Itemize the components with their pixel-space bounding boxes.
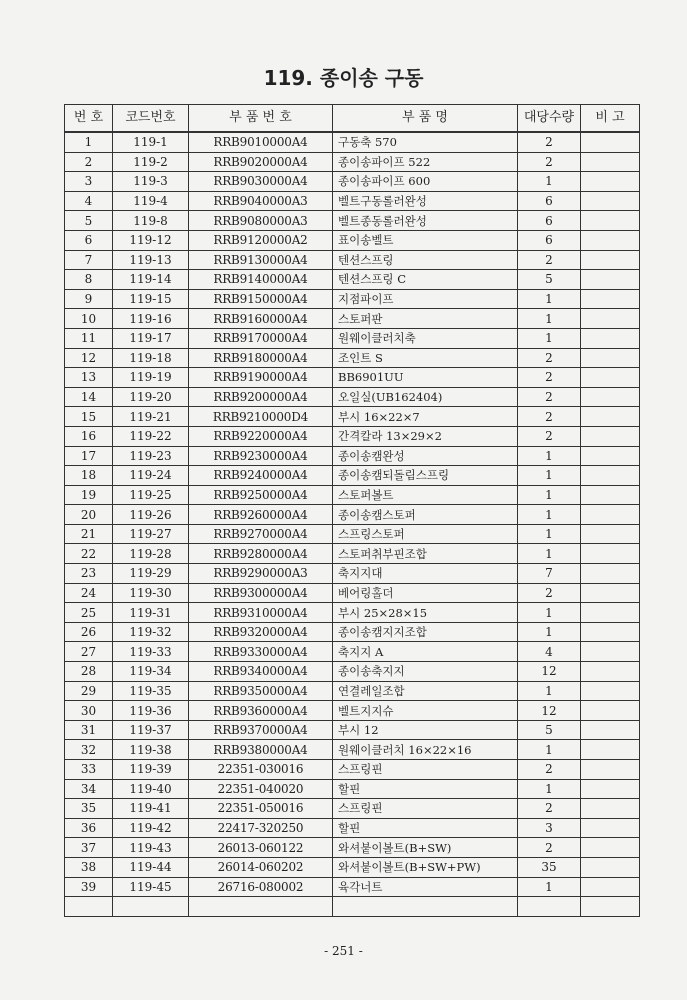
- code-number-cell: 119-12: [113, 230, 189, 250]
- note-cell: [581, 309, 640, 329]
- part-number-cell: [189, 897, 333, 917]
- row-number-cell: 11: [65, 328, 113, 348]
- row-number-cell: 38: [65, 857, 113, 877]
- note-cell: [581, 818, 640, 838]
- code-number-cell: 119-19: [113, 368, 189, 388]
- note-cell: [581, 211, 640, 231]
- note-cell: [581, 799, 640, 819]
- code-number-cell: 119-14: [113, 270, 189, 290]
- code-number-cell: 119-13: [113, 250, 189, 270]
- row-number-cell: 4: [65, 191, 113, 211]
- table-row: [65, 387, 640, 407]
- code-number-cell: 119-30: [113, 583, 189, 603]
- table-row: [65, 524, 640, 544]
- row-number-cell: 27: [65, 642, 113, 662]
- quantity-cell: 1: [518, 289, 581, 309]
- table-row: [65, 485, 640, 505]
- quantity-cell: 5: [518, 270, 581, 290]
- quantity-cell: 3: [518, 818, 581, 838]
- part-number-cell: RRB9080000A3: [189, 211, 333, 231]
- note-cell: [581, 348, 640, 368]
- quantity-cell: 2: [518, 426, 581, 446]
- row-number-cell: 2: [65, 152, 113, 172]
- note-cell: [581, 760, 640, 780]
- note-cell: [581, 642, 640, 662]
- quantity-cell: 1: [518, 877, 581, 897]
- code-number-cell: 119-35: [113, 681, 189, 701]
- note-cell: [581, 132, 640, 152]
- row-number-cell: 10: [65, 309, 113, 329]
- note-cell: [581, 897, 640, 917]
- table-row: [65, 309, 640, 329]
- table-row: [65, 289, 640, 309]
- table-header-row: [65, 105, 640, 133]
- note-cell: [581, 172, 640, 192]
- part-number-cell: RRB9290000A3: [189, 564, 333, 584]
- part-number-cell: RRB9330000A4: [189, 642, 333, 662]
- part-number-cell: 26014-060202: [189, 857, 333, 877]
- part-number-cell: RRB9220000A4: [189, 426, 333, 446]
- note-cell: [581, 407, 640, 427]
- quantity-cell: 2: [518, 799, 581, 819]
- code-number-cell: 119-21: [113, 407, 189, 427]
- note-cell: [581, 564, 640, 584]
- code-number-cell: 119-2: [113, 152, 189, 172]
- quantity-cell: 7: [518, 564, 581, 584]
- table-row: [65, 191, 640, 211]
- part-number-cell: RRB9010000A4: [189, 132, 333, 152]
- part-name-cell: 부시 25×28×15: [333, 603, 518, 623]
- code-number-cell: [113, 897, 189, 917]
- part-number-cell: RRB9030000A4: [189, 172, 333, 192]
- quantity-cell: 2: [518, 387, 581, 407]
- quantity-cell: 1: [518, 466, 581, 486]
- code-number-cell: 119-15: [113, 289, 189, 309]
- part-name-cell: 종이송축지지: [333, 662, 518, 682]
- table-row: [65, 740, 640, 760]
- table-row: [65, 230, 640, 250]
- code-number-cell: 119-20: [113, 387, 189, 407]
- part-name-cell: 축지지대: [333, 564, 518, 584]
- table-row: [65, 642, 640, 662]
- quantity-cell: 1: [518, 309, 581, 329]
- quantity-cell: 1: [518, 622, 581, 642]
- table-row: [65, 328, 640, 348]
- quantity-cell: 2: [518, 348, 581, 368]
- code-number-cell: 119-27: [113, 524, 189, 544]
- quantity-cell: 6: [518, 191, 581, 211]
- quantity-cell: 2: [518, 132, 581, 152]
- row-number-cell: 21: [65, 524, 113, 544]
- header-part-number: 부 품 번 호: [189, 105, 333, 133]
- code-number-cell: 119-16: [113, 309, 189, 329]
- code-number-cell: 119-22: [113, 426, 189, 446]
- part-number-cell: RRB9350000A4: [189, 681, 333, 701]
- note-cell: [581, 485, 640, 505]
- part-name-cell: 스프링핀: [333, 799, 518, 819]
- part-number-cell: RRB9160000A4: [189, 309, 333, 329]
- row-number-cell: 35: [65, 799, 113, 819]
- part-name-cell: 종이송캠지지조합: [333, 622, 518, 642]
- note-cell: [581, 877, 640, 897]
- note-cell: [581, 603, 640, 623]
- part-name-cell: 벨트구동롤러완성: [333, 191, 518, 211]
- part-number-cell: 22351-040020: [189, 779, 333, 799]
- part-name-cell: 간격칼라 13×29×2: [333, 426, 518, 446]
- note-cell: [581, 446, 640, 466]
- quantity-cell: 2: [518, 152, 581, 172]
- code-number-cell: 119-33: [113, 642, 189, 662]
- note-cell: [581, 622, 640, 642]
- part-number-cell: RRB9170000A4: [189, 328, 333, 348]
- table-row: [65, 211, 640, 231]
- part-name-cell: 할핀: [333, 818, 518, 838]
- part-name-cell: BB6901UU: [333, 368, 518, 388]
- note-cell: [581, 583, 640, 603]
- row-number-cell: 36: [65, 818, 113, 838]
- part-number-cell: RRB9020000A4: [189, 152, 333, 172]
- part-number-cell: RRB9140000A4: [189, 270, 333, 290]
- note-cell: [581, 720, 640, 740]
- note-cell: [581, 857, 640, 877]
- header-quantity: 대당수량: [518, 105, 581, 133]
- quantity-cell: 1: [518, 681, 581, 701]
- table-row: [65, 132, 640, 152]
- row-number-cell: 18: [65, 466, 113, 486]
- note-cell: [581, 250, 640, 270]
- code-number-cell: 119-23: [113, 446, 189, 466]
- part-name-cell: 종이송파이프 522: [333, 152, 518, 172]
- quantity-cell: 1: [518, 779, 581, 799]
- part-name-cell: 조인트 S: [333, 348, 518, 368]
- quantity-cell: 12: [518, 701, 581, 721]
- note-cell: [581, 524, 640, 544]
- code-number-cell: 119-28: [113, 544, 189, 564]
- part-number-cell: 22351-030016: [189, 760, 333, 780]
- table-row: [65, 857, 640, 877]
- note-cell: [581, 838, 640, 858]
- header-note: 비 고: [581, 105, 640, 133]
- part-name-cell: 스토퍼취부핀조합: [333, 544, 518, 564]
- part-number-cell: RRB9040000A3: [189, 191, 333, 211]
- row-number-cell: 5: [65, 211, 113, 231]
- part-number-cell: RRB9130000A4: [189, 250, 333, 270]
- row-number-cell: 14: [65, 387, 113, 407]
- part-name-cell: 벨트종동롤러완성: [333, 211, 518, 231]
- part-number-cell: 22351-050016: [189, 799, 333, 819]
- part-number-cell: RRB9250000A4: [189, 485, 333, 505]
- part-name-cell: 종이송캠스토퍼: [333, 505, 518, 525]
- table-row: [65, 250, 640, 270]
- table-row: [65, 720, 640, 740]
- row-number-cell: 39: [65, 877, 113, 897]
- quantity-cell: 2: [518, 407, 581, 427]
- part-number-cell: RRB9370000A4: [189, 720, 333, 740]
- part-name-cell: 지점파이프: [333, 289, 518, 309]
- code-number-cell: 119-38: [113, 740, 189, 760]
- row-number-cell: 16: [65, 426, 113, 446]
- quantity-cell: 1: [518, 485, 581, 505]
- code-number-cell: 119-29: [113, 564, 189, 584]
- row-number-cell: 17: [65, 446, 113, 466]
- note-cell: [581, 681, 640, 701]
- row-number-cell: 22: [65, 544, 113, 564]
- part-number-cell: RRB9320000A4: [189, 622, 333, 642]
- table-row: [65, 877, 640, 897]
- note-cell: [581, 779, 640, 799]
- row-number-cell: 7: [65, 250, 113, 270]
- code-number-cell: 119-45: [113, 877, 189, 897]
- row-number-cell: 1: [65, 132, 113, 152]
- quantity-cell: 1: [518, 172, 581, 192]
- part-name-cell: 텐션스프링: [333, 250, 518, 270]
- row-number-cell: 29: [65, 681, 113, 701]
- part-number-cell: RRB9180000A4: [189, 348, 333, 368]
- quantity-cell: 12: [518, 662, 581, 682]
- row-number-cell: 15: [65, 407, 113, 427]
- quantity-cell: 1: [518, 603, 581, 623]
- code-number-cell: 119-43: [113, 838, 189, 858]
- code-number-cell: 119-25: [113, 485, 189, 505]
- part-number-cell: RRB9240000A4: [189, 466, 333, 486]
- row-number-cell: 32: [65, 740, 113, 760]
- code-number-cell: 119-37: [113, 720, 189, 740]
- part-name-cell: 축지지 A: [333, 642, 518, 662]
- table-row: [65, 544, 640, 564]
- table-row: [65, 897, 640, 917]
- code-number-cell: 119-42: [113, 818, 189, 838]
- row-number-cell: 9: [65, 289, 113, 309]
- row-number-cell: 20: [65, 505, 113, 525]
- table-row: [65, 701, 640, 721]
- row-number-cell: 3: [65, 172, 113, 192]
- table-row: [65, 368, 640, 388]
- row-number-cell: 8: [65, 270, 113, 290]
- row-number-cell: 13: [65, 368, 113, 388]
- table-row: [65, 152, 640, 172]
- row-number-cell: 31: [65, 720, 113, 740]
- note-cell: [581, 505, 640, 525]
- note-cell: [581, 152, 640, 172]
- part-name-cell: 스프링스토퍼: [333, 524, 518, 544]
- code-number-cell: 119-18: [113, 348, 189, 368]
- page-number: - 251 -: [324, 944, 363, 958]
- table-row: [65, 348, 640, 368]
- row-number-cell: 33: [65, 760, 113, 780]
- quantity-cell: 1: [518, 505, 581, 525]
- quantity-cell: 6: [518, 230, 581, 250]
- quantity-cell: 6: [518, 211, 581, 231]
- code-number-cell: 119-44: [113, 857, 189, 877]
- parts-table: [64, 104, 640, 917]
- part-number-cell: RRB9360000A4: [189, 701, 333, 721]
- table-row: [65, 564, 640, 584]
- note-cell: [581, 701, 640, 721]
- part-name-cell: 오일실(UB162404): [333, 387, 518, 407]
- part-number-cell: RRB9310000A4: [189, 603, 333, 623]
- part-name-cell: 원웨이클러치축: [333, 328, 518, 348]
- part-name-cell: 베어링홀더: [333, 583, 518, 603]
- table-row: [65, 270, 640, 290]
- part-name-cell: 부시 16×22×7: [333, 407, 518, 427]
- note-cell: [581, 368, 640, 388]
- note-cell: [581, 328, 640, 348]
- table-row: [65, 838, 640, 858]
- table-row: [65, 505, 640, 525]
- table-row: [65, 779, 640, 799]
- part-name-cell: 육각너트: [333, 877, 518, 897]
- part-number-cell: RRB9190000A4: [189, 368, 333, 388]
- quantity-cell: [518, 897, 581, 917]
- row-number-cell: 30: [65, 701, 113, 721]
- row-number-cell: 25: [65, 603, 113, 623]
- code-number-cell: 119-26: [113, 505, 189, 525]
- part-number-cell: RRB9260000A4: [189, 505, 333, 525]
- part-name-cell: 스프링핀: [333, 760, 518, 780]
- code-number-cell: 119-1: [113, 132, 189, 152]
- note-cell: [581, 191, 640, 211]
- part-name-cell: 텐션스프링 C: [333, 270, 518, 290]
- code-number-cell: 119-31: [113, 603, 189, 623]
- part-name-cell: 와셔붙이볼트(B+SW): [333, 838, 518, 858]
- row-number-cell: 26: [65, 622, 113, 642]
- note-cell: [581, 740, 640, 760]
- table-row: [65, 466, 640, 486]
- part-name-cell: 스토퍼볼트: [333, 485, 518, 505]
- part-number-cell: RRB9380000A4: [189, 740, 333, 760]
- part-name-cell: [333, 897, 518, 917]
- part-name-cell: 구동축 570: [333, 132, 518, 152]
- quantity-cell: 2: [518, 250, 581, 270]
- quantity-cell: 2: [518, 760, 581, 780]
- row-number-cell: 19: [65, 485, 113, 505]
- part-name-cell: 종이송캠완성: [333, 446, 518, 466]
- part-name-cell: 벨트지지슈: [333, 701, 518, 721]
- note-cell: [581, 289, 640, 309]
- code-number-cell: 119-17: [113, 328, 189, 348]
- part-number-cell: RRB9200000A4: [189, 387, 333, 407]
- part-number-cell: RRB9150000A4: [189, 289, 333, 309]
- part-name-cell: 원웨이클러치 16×22×16: [333, 740, 518, 760]
- quantity-cell: 1: [518, 446, 581, 466]
- code-number-cell: 119-40: [113, 779, 189, 799]
- note-cell: [581, 230, 640, 250]
- part-name-cell: 부시 12: [333, 720, 518, 740]
- note-cell: [581, 426, 640, 446]
- note-cell: [581, 544, 640, 564]
- code-number-cell: 119-4: [113, 191, 189, 211]
- part-number-cell: 22417-320250: [189, 818, 333, 838]
- part-name-cell: 표이송벨트: [333, 230, 518, 250]
- quantity-cell: 2: [518, 583, 581, 603]
- part-name-cell: 할핀: [333, 779, 518, 799]
- code-number-cell: 119-36: [113, 701, 189, 721]
- table-row: [65, 426, 640, 446]
- note-cell: [581, 466, 640, 486]
- table-row: [65, 818, 640, 838]
- note-cell: [581, 270, 640, 290]
- code-number-cell: 119-3: [113, 172, 189, 192]
- quantity-cell: 1: [518, 328, 581, 348]
- part-number-cell: RRB9210000D4: [189, 407, 333, 427]
- note-cell: [581, 662, 640, 682]
- table-row: [65, 760, 640, 780]
- code-number-cell: 119-24: [113, 466, 189, 486]
- header-part-name: 부 품 명: [333, 105, 518, 133]
- header-code: 코드번호: [113, 105, 189, 133]
- table-row: [65, 446, 640, 466]
- part-number-cell: RRB9340000A4: [189, 662, 333, 682]
- quantity-cell: 1: [518, 740, 581, 760]
- part-name-cell: 종이송캠되돌림스프링: [333, 466, 518, 486]
- row-number-cell: 34: [65, 779, 113, 799]
- code-number-cell: 119-34: [113, 662, 189, 682]
- table-row: [65, 681, 640, 701]
- part-number-cell: RRB9270000A4: [189, 524, 333, 544]
- row-number-cell: [65, 897, 113, 917]
- table-row: [65, 407, 640, 427]
- row-number-cell: 23: [65, 564, 113, 584]
- part-name-cell: 와셔붙이볼트(B+SW+PW): [333, 857, 518, 877]
- part-number-cell: RRB9280000A4: [189, 544, 333, 564]
- row-number-cell: 12: [65, 348, 113, 368]
- part-number-cell: 26716-080002: [189, 877, 333, 897]
- code-number-cell: 119-8: [113, 211, 189, 231]
- code-number-cell: 119-39: [113, 760, 189, 780]
- quantity-cell: 5: [518, 720, 581, 740]
- quantity-cell: 1: [518, 524, 581, 544]
- part-number-cell: 26013-060122: [189, 838, 333, 858]
- note-cell: [581, 387, 640, 407]
- code-number-cell: 119-32: [113, 622, 189, 642]
- part-number-cell: RRB9300000A4: [189, 583, 333, 603]
- quantity-cell: 2: [518, 368, 581, 388]
- part-number-cell: RRB9230000A4: [189, 446, 333, 466]
- row-number-cell: 37: [65, 838, 113, 858]
- table-row: [65, 622, 640, 642]
- quantity-cell: 1: [518, 544, 581, 564]
- page-title: 119. 종이송 구동: [263, 66, 424, 90]
- code-number-cell: 119-41: [113, 799, 189, 819]
- part-name-cell: 연결레일조합: [333, 681, 518, 701]
- row-number-cell: 24: [65, 583, 113, 603]
- table-row: [65, 583, 640, 603]
- quantity-cell: 2: [518, 838, 581, 858]
- table-row: [65, 799, 640, 819]
- quantity-cell: 4: [518, 642, 581, 662]
- table-row: [65, 172, 640, 192]
- row-number-cell: 28: [65, 662, 113, 682]
- table-row: [65, 603, 640, 623]
- quantity-cell: 35: [518, 857, 581, 877]
- header-no: 번 호: [65, 105, 113, 133]
- part-name-cell: 스토퍼판: [333, 309, 518, 329]
- part-name-cell: 종이송파이프 600: [333, 172, 518, 192]
- part-number-cell: RRB9120000A2: [189, 230, 333, 250]
- table-row: [65, 662, 640, 682]
- row-number-cell: 6: [65, 230, 113, 250]
